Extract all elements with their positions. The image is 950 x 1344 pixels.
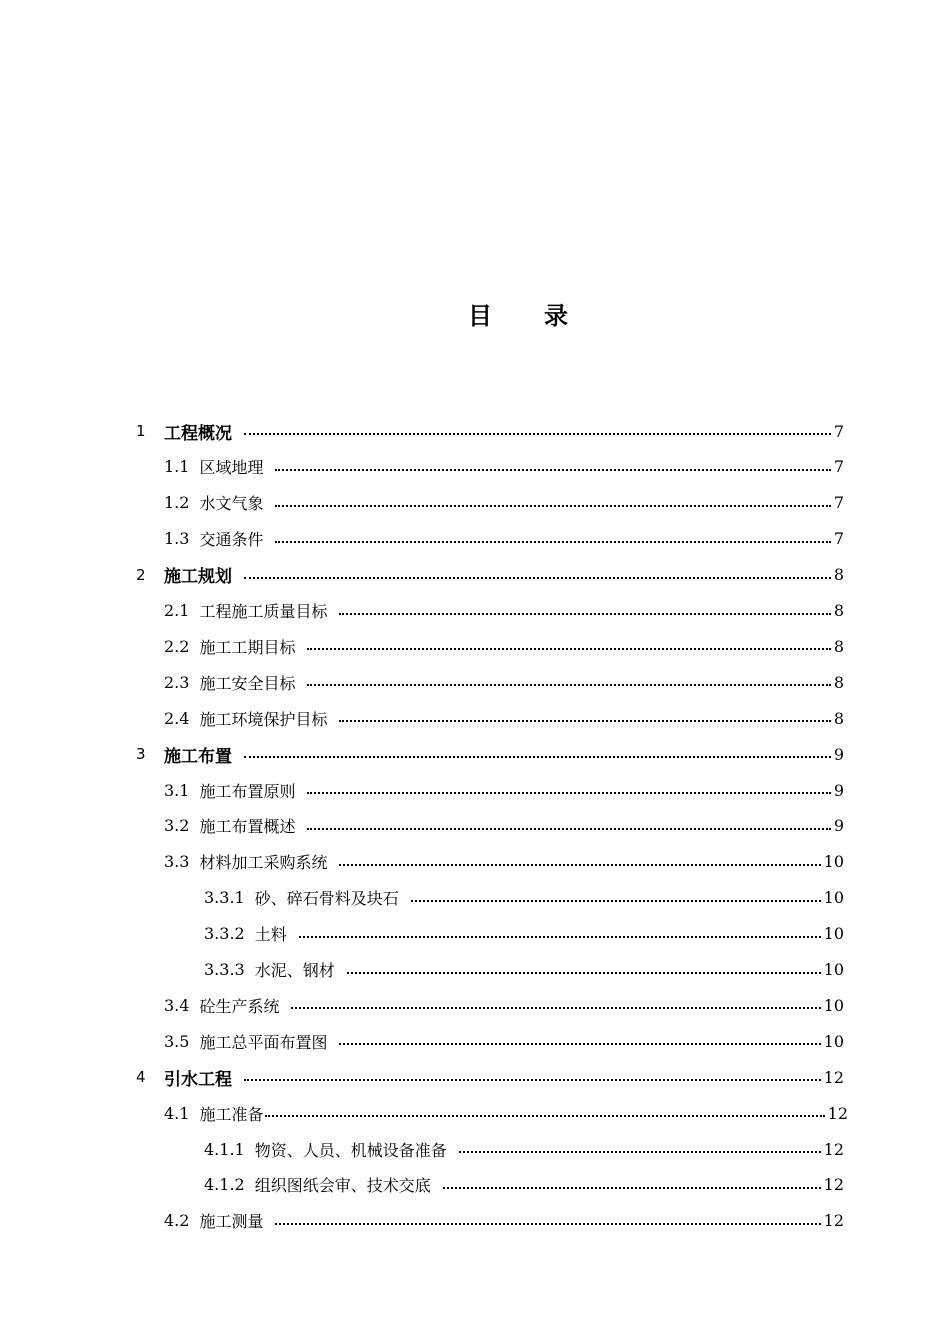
toc-entry-label: 施工布置概述 <box>199 817 296 837</box>
toc-entry-page-number: 9 <box>833 816 844 836</box>
toc-entry-page-number: 8 <box>833 601 844 620</box>
toc-entry-page-number: 10 <box>823 924 844 944</box>
toc-entry-label: 施工总平面布置图 <box>199 1032 328 1052</box>
toc-entry-label: 引水工程 <box>164 1069 232 1090</box>
toc-entry-page-number: 7 <box>833 457 844 477</box>
toc-entry-label: 施工安全目标 <box>199 673 296 693</box>
dot-leader <box>307 792 830 794</box>
toc-entry-page-number: 12 <box>823 1175 844 1195</box>
toc-entry-number: 1.1 <box>164 457 190 477</box>
toc-entry-page-number: 8 <box>833 636 844 656</box>
toc-entry-page-number: 10 <box>823 995 844 1015</box>
toc-entry-label: 工程概况 <box>164 423 232 444</box>
toc-entry[interactable] <box>204 917 844 951</box>
toc-entry-number: 4.2 <box>164 1211 190 1231</box>
toc-entry-page-number: 7 <box>833 421 844 441</box>
toc-entry-page-number: 8 <box>833 708 844 728</box>
dot-leader <box>307 648 830 650</box>
toc-entry-number: 3.3.3 <box>204 960 245 979</box>
dot-leader <box>265 1115 824 1117</box>
toc-entry-number: 3.1 <box>164 780 190 800</box>
toc-entry-number: 1 <box>136 422 146 440</box>
toc-entry-page-number: 10 <box>823 1031 844 1051</box>
toc-entry-label: 水泥、钢材 <box>254 961 335 980</box>
page-title: 目 录 <box>468 302 582 330</box>
dot-leader <box>339 613 830 615</box>
dot-leader <box>244 577 831 579</box>
dot-leader <box>339 1043 820 1045</box>
toc-entry-number: 2.2 <box>164 636 190 656</box>
dot-leader <box>459 1151 821 1153</box>
toc-entry-number: 4.1.2 <box>204 1175 245 1195</box>
toc-entry-label: 区域地理 <box>199 458 264 478</box>
dot-leader <box>307 828 830 830</box>
toc-entry-label: 施工布置原则 <box>199 781 296 801</box>
toc-entry-label: 组织图纸会审、技术交底 <box>254 1176 431 1196</box>
dot-leader <box>307 684 830 686</box>
toc-entry-number: 4.1 <box>164 1103 190 1123</box>
dot-leader <box>411 900 821 902</box>
dot-leader <box>244 756 831 758</box>
toc-entry-number: 2.3 <box>164 672 190 692</box>
toc-entry[interactable] <box>164 1204 844 1238</box>
toc-entry[interactable] <box>164 1024 844 1058</box>
toc-entry-number: 4 <box>136 1068 146 1087</box>
toc-entry[interactable] <box>164 809 844 843</box>
toc-entry-label: 土料 <box>254 925 287 945</box>
toc-entry[interactable] <box>164 845 844 879</box>
toc-entry[interactable] <box>164 450 844 484</box>
dot-leader <box>347 972 821 974</box>
toc-entry-number: 1.3 <box>164 529 190 549</box>
toc-entry-number: 2 <box>136 565 146 584</box>
toc-entry-page-number: 8 <box>833 672 844 692</box>
dot-leader <box>275 469 830 471</box>
toc-entry-label: 砂、碎石骨料及块石 <box>254 889 399 909</box>
toc-entry-page-number: 10 <box>823 888 844 908</box>
toc-entry-label: 水文气象 <box>199 494 264 514</box>
toc-entry[interactable] <box>136 737 844 771</box>
dot-leader <box>299 936 821 938</box>
dot-leader <box>339 864 820 866</box>
dot-leader <box>275 505 830 507</box>
toc-entry-number: 1.2 <box>164 493 190 513</box>
toc-entry-label: 施工工期目标 <box>199 637 296 657</box>
toc-entry[interactable] <box>164 1096 848 1130</box>
dot-leader <box>275 1223 820 1225</box>
toc-entry-page-number: 12 <box>823 1139 844 1159</box>
toc-entry-page-number: 8 <box>833 565 844 585</box>
toc-entry[interactable] <box>164 486 844 520</box>
toc-entry-label: 施工布置 <box>164 746 232 767</box>
toc-entry[interactable] <box>136 1060 844 1094</box>
dot-leader <box>275 541 830 543</box>
toc-entry-label: 交通条件 <box>199 530 264 550</box>
toc-entry-label: 工程施工质量目标 <box>199 602 328 621</box>
toc-entry[interactable] <box>204 881 844 915</box>
toc-entry-page-number: 10 <box>823 960 844 979</box>
toc-entry[interactable] <box>164 988 844 1022</box>
dot-leader <box>291 1007 820 1009</box>
toc-entry[interactable] <box>164 665 844 699</box>
toc-entry-label: 物资、人员、机械设备准备 <box>254 1140 447 1160</box>
toc-entry-label: 施工测量 <box>199 1212 264 1232</box>
toc-entry-page-number: 10 <box>823 852 844 872</box>
toc-entry-number: 2.1 <box>164 601 190 620</box>
toc-entry-number: 3.2 <box>164 816 190 836</box>
toc-entry-page-number: 7 <box>833 529 844 549</box>
toc-entry-number: 3.3.2 <box>204 924 245 944</box>
toc-entry[interactable] <box>204 1168 844 1202</box>
toc-entry-label: 施工规划 <box>164 567 232 588</box>
toc-entry-label: 施工准备 <box>199 1104 264 1124</box>
toc-entry[interactable] <box>204 1132 844 1166</box>
toc-entry-number: 3.3.1 <box>204 888 245 908</box>
toc-entry-number: 3.5 <box>164 1031 190 1051</box>
toc-entry[interactable] <box>136 558 844 592</box>
toc-entry-number: 4.1.1 <box>204 1139 245 1159</box>
toc-entry-page-number: 12 <box>823 1067 844 1087</box>
toc-entry-number: 2.4 <box>164 708 190 728</box>
toc-entry-number: 3.4 <box>164 995 190 1015</box>
toc-entry-page-number: 12 <box>827 1103 848 1123</box>
toc-entry-number: 3 <box>136 745 146 764</box>
toc-entry-number: 3.3 <box>164 852 190 872</box>
toc-entry-label: 材料加工采购系统 <box>199 853 328 873</box>
toc-entry-label: 施工环境保护目标 <box>199 709 328 729</box>
dot-leader <box>339 720 830 722</box>
toc-entry[interactable] <box>164 773 844 807</box>
toc-entry-label: 砼生产系统 <box>199 996 280 1016</box>
toc-entry-page-number: 9 <box>833 780 844 800</box>
toc-entry-page-number: 12 <box>823 1211 844 1231</box>
toc-entry[interactable] <box>164 594 844 628</box>
dot-leader <box>244 1079 821 1081</box>
dot-leader <box>244 433 831 435</box>
toc-entry[interactable] <box>164 522 844 556</box>
toc-entry[interactable] <box>136 414 844 448</box>
toc-entry[interactable] <box>164 701 844 735</box>
toc-entry[interactable] <box>164 629 844 663</box>
toc-entry-page-number: 7 <box>833 493 844 513</box>
toc-entry-page-number: 9 <box>833 744 844 764</box>
toc-entry[interactable] <box>204 953 844 987</box>
dot-leader <box>443 1187 821 1189</box>
